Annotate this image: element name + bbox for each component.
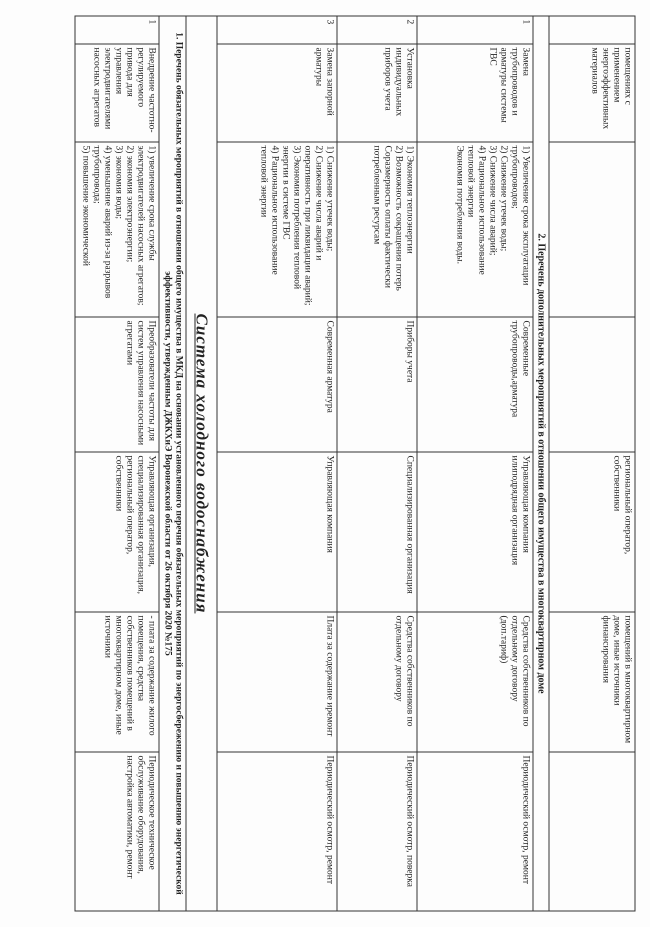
cell-tech [549, 317, 635, 452]
effect-line: 2) Возможность сокращения потерь [393, 145, 403, 291]
cell-num [549, 16, 635, 44]
cell-fin: помещений в многоквартирном доме, иные источники финансирования [549, 612, 635, 752]
section1-title: 1. Перечень обязательных мероприятий в отношении общего имущества в МКД на основании установленного перечня обязательных мероприятий по энергосбережению и повышению энергетической эффективности, утвержденным ДЖКХиЭ Воронежской области от 26 октября 2020 №175 [159, 16, 186, 911]
row-name: Замена запорной арматуры [217, 44, 337, 142]
row-exec: Управляющая компания [217, 452, 337, 612]
effect-line: Экономия потребления воды. [454, 145, 464, 265]
row-name: Установка индивидуальных приборов учета [337, 44, 417, 142]
table-row [75, 16, 159, 911]
row-work: Периодический осмотр, поверка [337, 752, 417, 911]
row-number: 2 [337, 16, 417, 44]
effect-line: 4) уменьшение аварий из-за разрывов трубопровода; [91, 145, 112, 299]
effect-line: 2) Снижение числа аварий и оперативность при ликвидации аварий; [302, 145, 323, 306]
row-effect [417, 142, 533, 317]
effect-line: 2) экономия электроэнергии; [124, 145, 134, 263]
table-row [217, 16, 337, 911]
row-fin: Средства собственников по отдельному договору (доп.тариф) [417, 612, 533, 752]
row-exec: Специализированная организация [337, 452, 417, 612]
cold-water-section-title: Система холодного водоснабжения [186, 16, 217, 911]
row-tech: Современная арматура [217, 317, 337, 452]
effect-line: Соразмерность оплаты фактически потребленным ресурсам [371, 145, 392, 288]
measures-table [74, 16, 635, 912]
row-work: Периодический осмотр, ремонт [417, 752, 533, 911]
row-exec: Управляющая компания илиподрядная организация [417, 452, 533, 612]
row-tech: Приборы учета [337, 317, 417, 452]
table-row [337, 16, 417, 911]
table-row-continued [549, 16, 635, 911]
row-effect [217, 142, 337, 317]
cell-effect [549, 142, 635, 317]
effect-line: 3) Снижение числа аварий; [487, 145, 497, 256]
effect-line: 4) Рациональное использование тепловой энергии [258, 145, 279, 275]
effect-line: 2) Снижение утечек воды; [498, 145, 508, 252]
row-fin: Плата за содержание иремонт [217, 612, 337, 752]
effect-line: 1) Экономия теплоэнергии [404, 145, 414, 254]
row-number: 1 [75, 16, 159, 44]
effect-line: 1) Снижение утечек воды; [324, 145, 334, 252]
cell-name: помещениях с применением энергоэффективных материалов [549, 44, 635, 142]
row-tech: Современные трубопроводы,арматура [417, 317, 533, 452]
row-tech: Преобразователи частоты для систем управления насосными агрегатами [75, 317, 159, 452]
cell-exec: региональный оператор, собственники [549, 452, 635, 612]
effect-line: 3) Экономия потребления тепловой энергии в системе ГВС [280, 145, 301, 290]
row-effect [337, 142, 417, 317]
row-number: 1 [417, 16, 533, 44]
row-work: Периодическое техническое обслуживание оборудования, настройка автоматики, ремонт [75, 752, 159, 911]
effect-line: 3) экономия воды; [113, 145, 123, 219]
section-header-row [186, 16, 217, 911]
table-row [417, 16, 533, 911]
section-header-row [159, 16, 186, 911]
section2-title: 2. Перечень дополнительных мероприятий в отношении общего имущества в многоквартирном доме [533, 16, 549, 911]
row-work: Периодический осмотр, ремонт [217, 752, 337, 911]
row-exec: Управляющая организация, специализированная организация, региональный оператор, собственники [75, 452, 159, 612]
rotated-table-sheet [15, 16, 635, 911]
cell-work [549, 752, 635, 911]
effect-line: 1) увеличение срока службы электродвигателей насосных агрегатов; [135, 145, 156, 306]
row-number: 3 [217, 16, 337, 44]
effect-line: 4) Рациональное использование тепловой энергии [465, 145, 486, 275]
row-fin: - плата за содержание жилого помещения, средства собственников помещений в многоквартирном доме, иные источники [75, 612, 159, 752]
effect-line: 1) Увеличение срока эксплуатации трубопроводов; [509, 145, 530, 286]
section-header-row [533, 16, 549, 911]
row-fin: Средства собственников по отдельному договору [337, 612, 417, 752]
row-effect [75, 142, 159, 317]
effect-line: 5) повышение экономической [80, 145, 90, 266]
row-name: Замена трубопроводов и арматуры системы ГВС [417, 44, 533, 142]
row-name: Внедрение частотно-регулируемого привода для управления электродвигателями насосных агрегатов [75, 44, 159, 142]
